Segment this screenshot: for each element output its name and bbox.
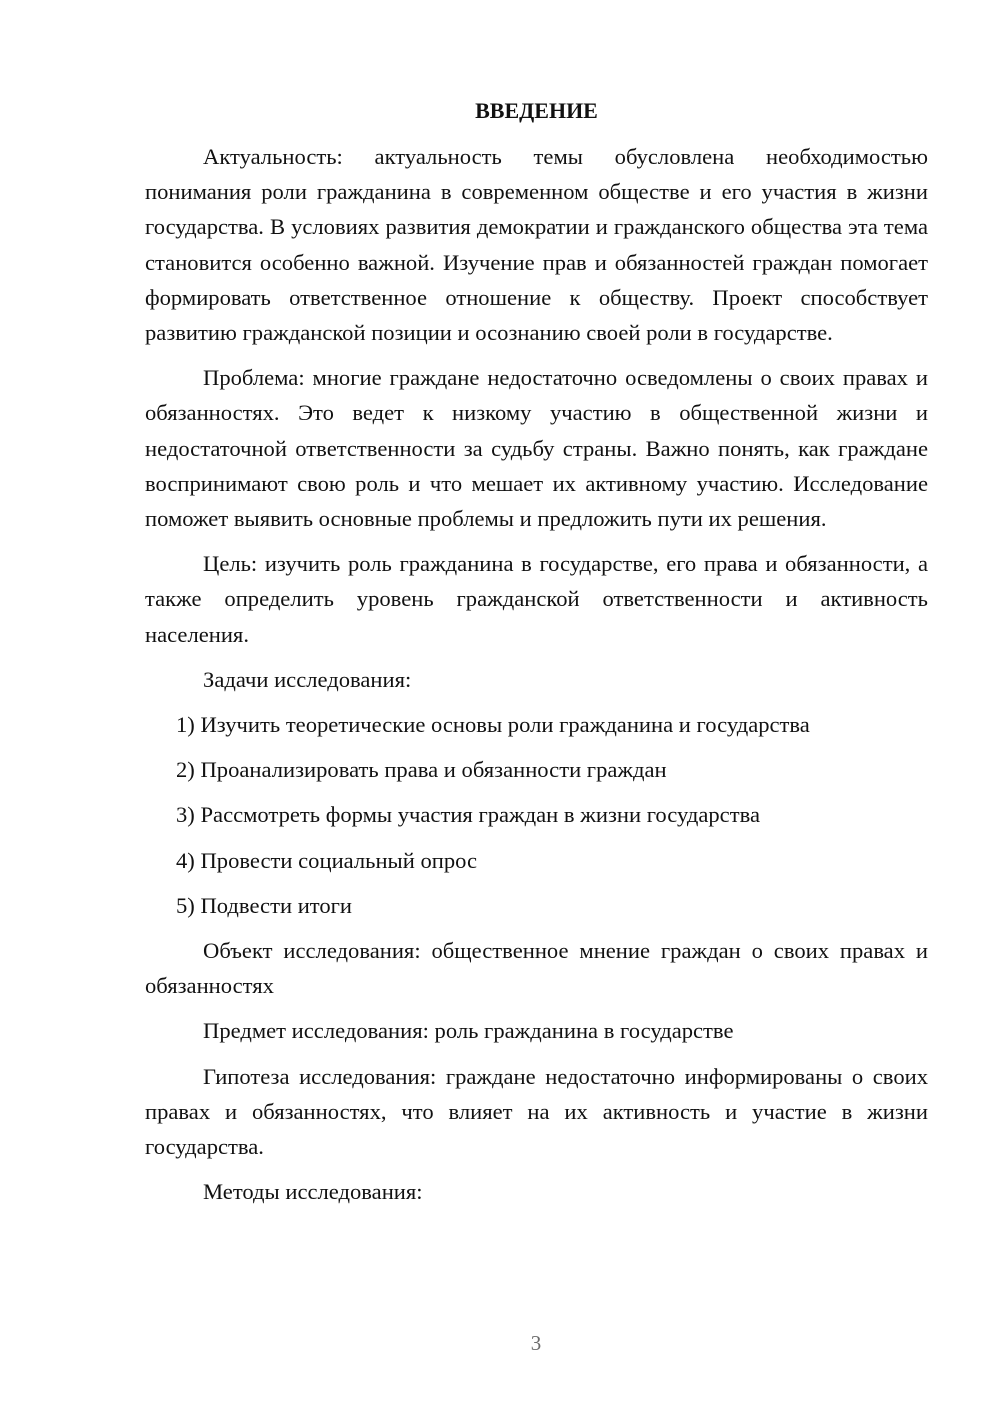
goal-paragraph: Цель: изучить роль гражданина в государстве, его права и обязанности, а также определить уровень гражданской ответственности и активность населения. <box>145 551 928 647</box>
problem-paragraph: Проблема: многие граждане недостаточно осведомлены о своих правах и обязанностях. Это ведет к низкому участию в общественной жизни и недостаточной ответственности за судьбу страны. Важно понять, как граждане воспринимают свою роль и что мешает их активному участию. Исследование поможет выявить основные проблемы и предложить пути их решения. <box>145 365 928 532</box>
hypothesis-paragraph: Гипотеза исследования: граждане недостаточно информированы о своих правах и обязанностях, что влияет на их активность и участие в жизни государства. <box>145 1063 928 1160</box>
page-content <box>145 93 928 1219</box>
section-heading: ВВЕДЕНИЕ <box>475 98 598 123</box>
relevance-paragraph: Актуальность: актуальность темы обусловлена необходимостью понимания роли гражданина в современном обществе и его участия в жизни государства. В условиях развития демократии и гражданского общества эта тема становится особенно важной. Изучение прав и обязанностей граждан помогает формировать ответственное отношение к обществу. Проект способствует развитию гражданской позиции и осознанию своей роли в государстве. <box>145 144 928 346</box>
object-paragraph: Объект исследования: общественное мнение граждан о своих правах и обязанностях <box>145 938 928 999</box>
subject-paragraph: Предмет исследования: роль гражданина в государстве <box>203 1018 734 1044</box>
task-item-5: 5) Подвести итоги <box>176 892 353 918</box>
task-item-1: 1) Изучить теоретические основы роли гражданина и государства <box>176 712 810 738</box>
task-item-3: 3) Рассмотреть формы участия граждан в жизни государства <box>176 802 760 828</box>
methods-title: Методы исследования: <box>203 1179 423 1205</box>
page-number: 3 <box>530 1331 542 1355</box>
task-item-4: 4) Провести социальный опрос <box>176 847 478 873</box>
task-item-2: 2) Проанализировать права и обязанности граждан <box>176 757 667 783</box>
tasks-title: Задачи исследования: <box>203 666 412 692</box>
